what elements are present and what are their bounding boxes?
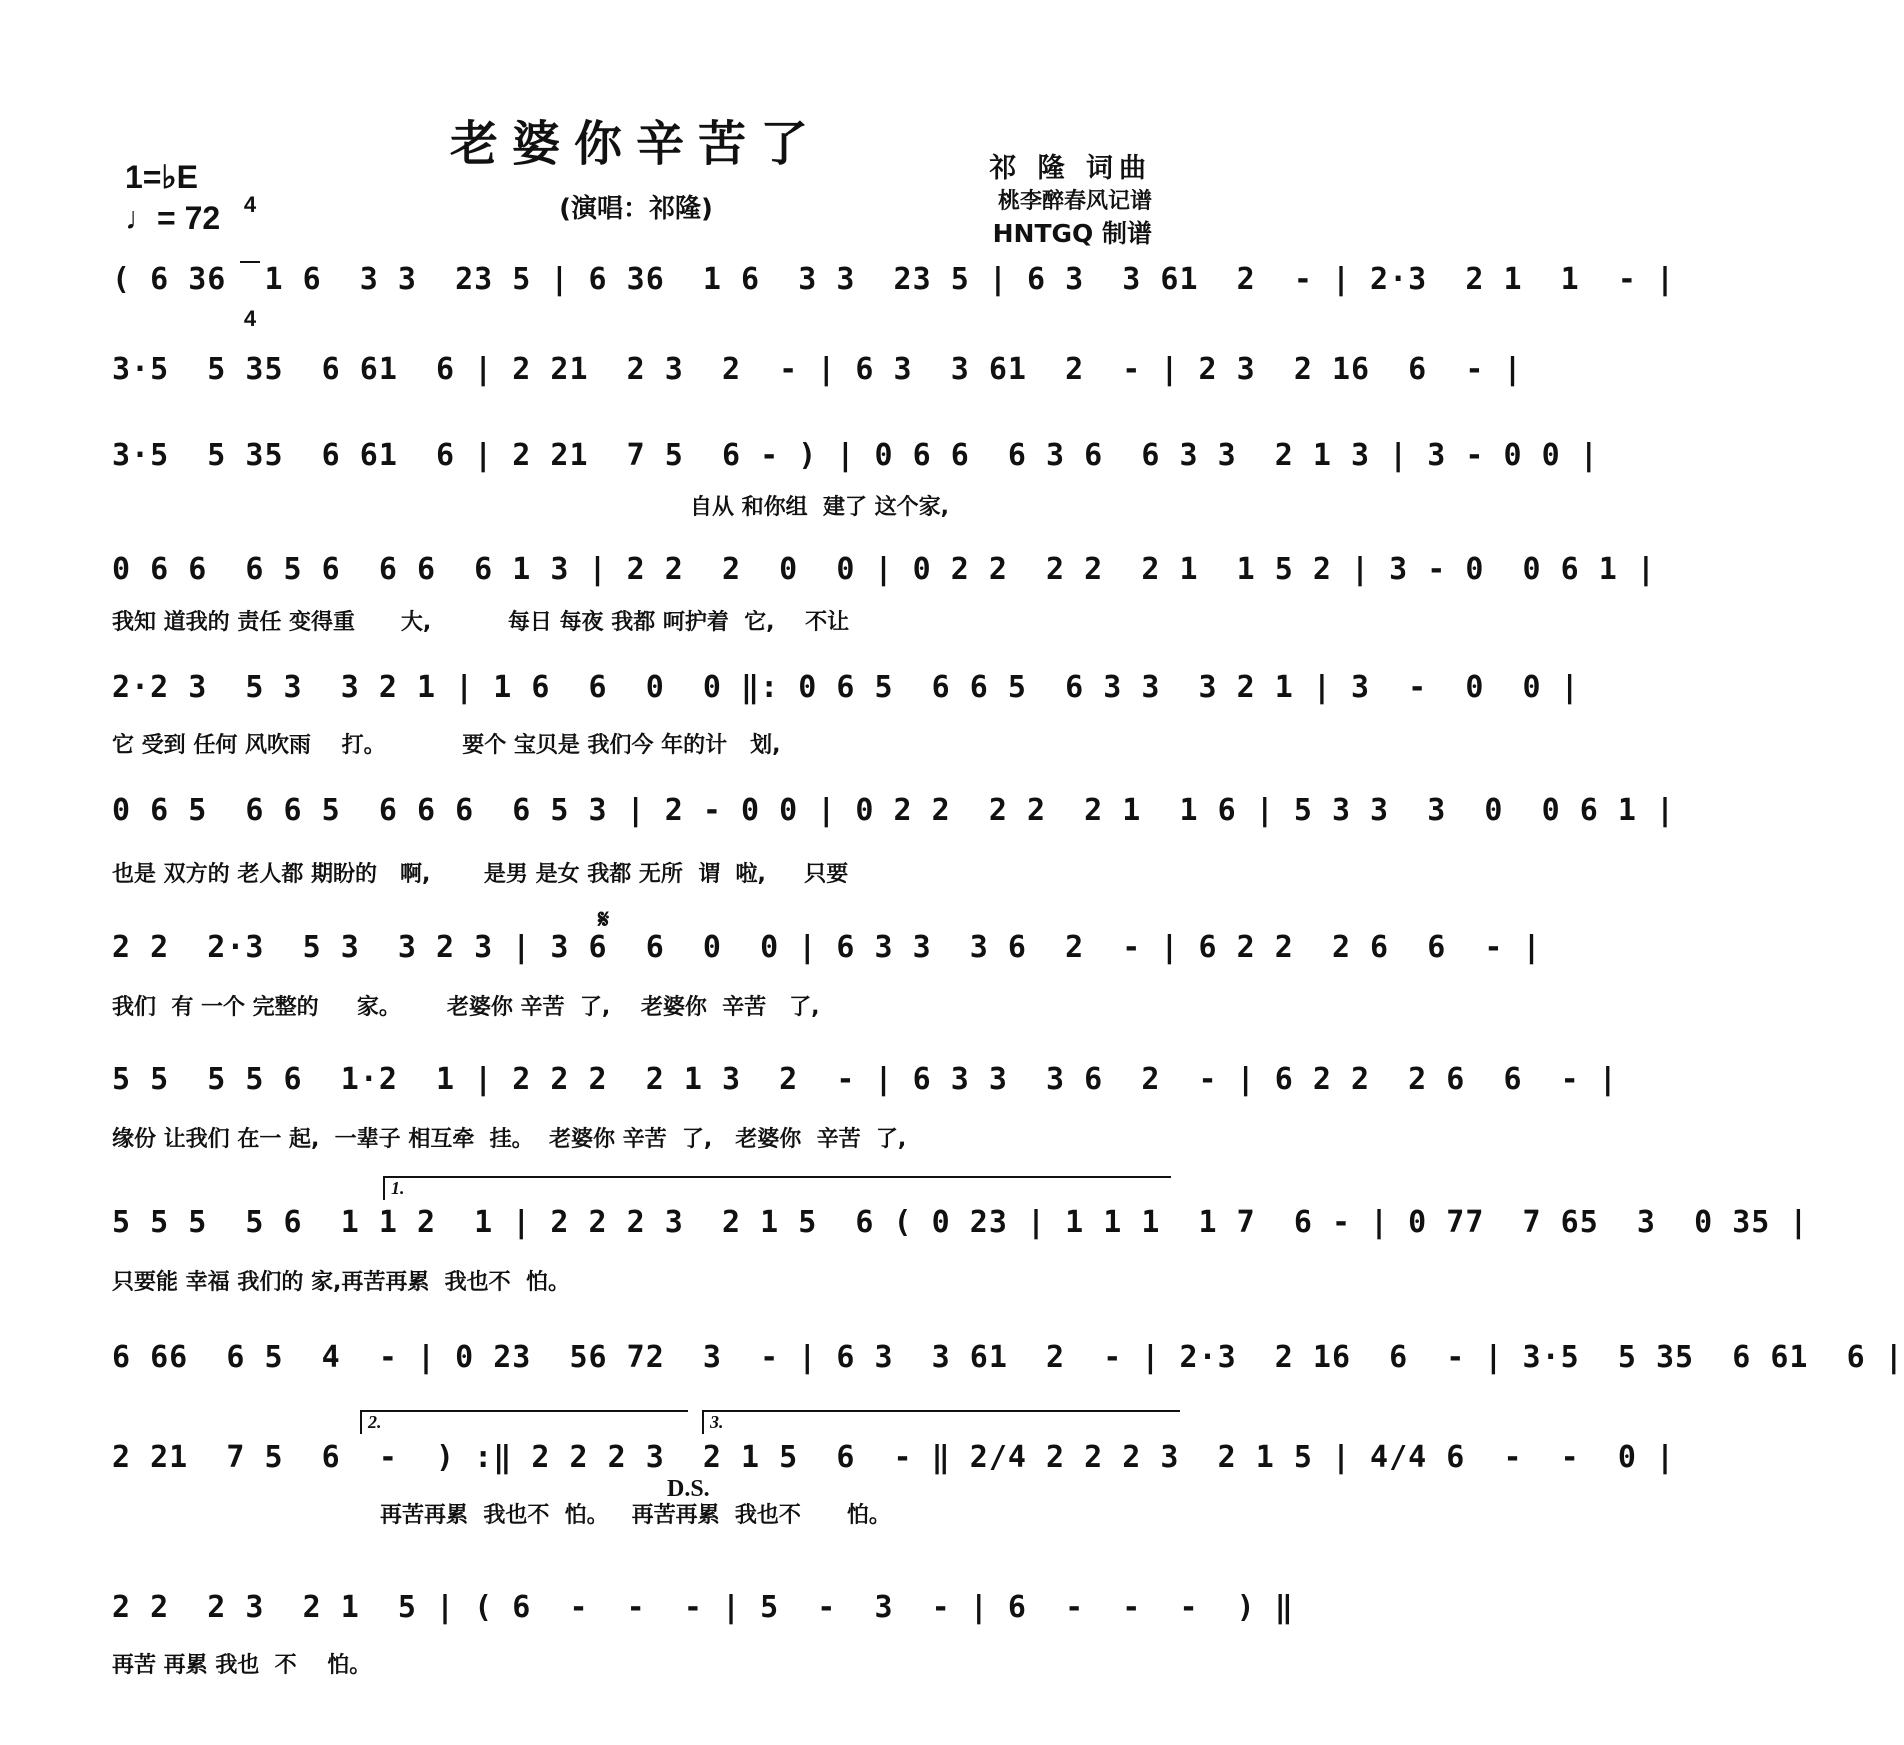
- score-row-7-notes: 2 2 2·3 5 3 3 2 3 | 3 6 6 0 0 | 6 3 3 3 6 2 - | 6 2 2 2 6 6 - |: [112, 930, 1542, 965]
- credit-composer: 祁 隆 词曲: [989, 153, 1152, 184]
- score-row-5-notes: 2·2 3 5 3 3 2 1 | 1 6 6 0 0 ‖: 0 6 5 6 6 5 6 3 3 3 2 1 | 3 - 0 0 |: [112, 670, 1580, 705]
- score-row-6-lyrics: 也是 双方的 老人都 期盼的 啊, 是男 是女 我都 无所 谓 啦, 只要: [112, 862, 849, 887]
- performer-subtitle: (演唱：祁隆): [559, 194, 713, 224]
- da-segno-mark: D.S.: [667, 1476, 710, 1502]
- score-row-10-notes: 6 66 6 5 4 - | 0 23 56 72 3 - | 6 3 3 61 2 - | 2·3 2 16 6 - | 3·5 5 35 6 61 6 |: [112, 1340, 1904, 1375]
- credit-transcriber: 桃李醉春风记谱: [997, 189, 1152, 214]
- score-row-4-lyrics: 我知 道我的 责任 变得重 大, 每日 每夜 我都 呵护着 它, 不让: [112, 610, 850, 635]
- score-row-2-notes: 3·5 5 35 6 61 6 | 2 21 2 3 2 - | 6 3 3 61 2 - | 2 3 2 16 6 - |: [112, 352, 1523, 387]
- score-row-11-notes: 2 21 7 5 6 - ) :‖ 2 2 2 3 2 1 5 6 - ‖ 2/4 2 2 2 3 2 1 5 | 4/4 6 - - 0 |: [112, 1440, 1676, 1475]
- segno-sign: 𝄋: [598, 905, 610, 935]
- volta-bracket-1: 1.: [383, 1176, 1171, 1200]
- score-row-3-notes: 3·5 5 35 6 61 6 | 2 21 7 5 6 - ) | 0 6 6 6 3 6 6 3 3 2 1 3 | 3 - 0 0 |: [112, 438, 1599, 473]
- score-row-8-notes: 5 5 5 5 6 1·2 1 | 2 2 2 2 1 3 2 - | 6 3 3 3 6 2 - | 6 2 2 2 6 6 - |: [112, 1062, 1618, 1097]
- meter-top: 4: [243, 192, 257, 217]
- volta-bracket-3: 3.: [702, 1410, 1180, 1434]
- score-row-9-notes: 5 5 5 5 6 1 1 2 1 | 2 2 2 3 2 1 5 6 ( 0 23 | 1 1 1 1 7 6 - | 0 77 7 65 3 0 35 |: [112, 1205, 1809, 1240]
- score-row-5-lyrics: 它 受到 任何 风吹雨 打。 要个 宝贝是 我们今 年的计 划,: [112, 733, 781, 758]
- credit-producer: HNTGQ 制谱: [992, 219, 1152, 248]
- score-row-8-lyrics: 缘份 让我们 在一 起, 一辈子 相互牵 挂。 老婆你 辛苦 了, 老婆你 辛苦 了,: [112, 1127, 907, 1152]
- score-row-12-lyrics: 再苦 再累 我也 不 怕。: [112, 1653, 372, 1678]
- score-row-11-lyrics: 再苦再累 我也不 怕。 再苦再累 我也不 怕。: [380, 1503, 891, 1528]
- key-signature: 1=♭E: [125, 159, 198, 195]
- time-signature: [240, 150, 260, 352]
- score-row-4-notes: 0 6 6 6 5 6 6 6 6 1 3 | 2 2 2 0 0 | 0 2 2 2 2 2 1 1 5 2 | 3 - 0 0 6 1 |: [112, 552, 1656, 587]
- score-row-6-notes: 0 6 5 6 6 5 6 6 6 6 5 3 | 2 - 0 0 | 0 2 2 2 2 2 1 1 6 | 5 3 3 3 0 0 6 1 |: [112, 793, 1676, 828]
- song-title: 老婆你辛苦了: [449, 116, 822, 172]
- volta-bracket-2: 2.: [360, 1410, 688, 1434]
- meter-bottom: 4: [243, 306, 257, 331]
- score-row-12-notes: 2 2 2 3 2 1 5 | ( 6 - - - | 5 - 3 - | 6 - - - ) ‖: [112, 1590, 1294, 1625]
- score-row-3-lyrics: 自从 和你组 建了 这个家,: [690, 495, 949, 520]
- tempo-marking: ♩= 72: [125, 200, 221, 236]
- score-row-7-lyrics: 我们 有 一个 完整的 家。 老婆你 辛苦 了, 老婆你 辛苦 了,: [112, 995, 820, 1020]
- score-row-9-lyrics: 只要能 幸福 我们的 家,再苦再累 我也不 怕。: [112, 1270, 570, 1295]
- score-row-1-notes: ( 6 36 1 6 3 3 23 5 | 6 36 1 6 3 3 23 5 | 6 3 3 61 2 - | 2·3 2 1 1 - |: [112, 262, 1676, 297]
